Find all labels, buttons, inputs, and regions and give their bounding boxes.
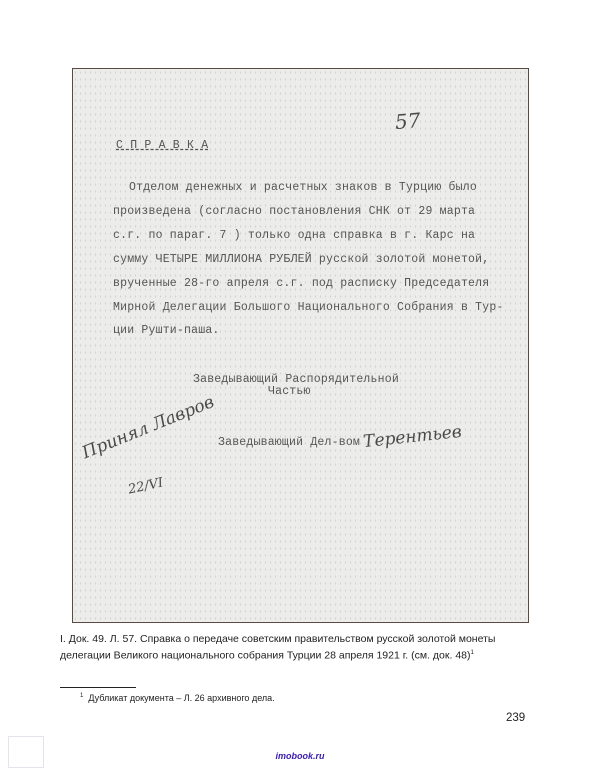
body-line: врученные 28-го апреля с.г. под расписку Председателя xyxy=(113,277,490,290)
caption-footnote-mark: 1 xyxy=(470,650,474,656)
body-line: сумму ЧЕТЫРЕ МИЛЛИОНА РУБЛЕЙ русской золотой монетой, xyxy=(113,253,490,266)
body-line: с.г. по параг. 7 ) только одна справка в г. Карс на xyxy=(113,229,476,242)
signature-title: Заведывающий Распорядительной xyxy=(193,373,399,386)
body-line: произведена (согласно постановления СНК от 29 марта xyxy=(113,205,476,218)
footnote-mark: 1 xyxy=(80,693,84,699)
body-line: Мирной Делегации Большого Национального Собрания в Тур- xyxy=(113,301,504,314)
signature-title: Заведывающий Дел-вом xyxy=(218,436,361,449)
site-link[interactable]: imobook.ru xyxy=(275,751,325,761)
footnote xyxy=(80,693,275,703)
body-line: ции Рушти-паша. xyxy=(113,324,220,337)
handwritten-note: Принял Лавров xyxy=(79,392,218,464)
caption-text: I. Док. 49. Л. 57. Справка о передаче советским правительством русской золотой монеты делегации Великого национального собрания Турции 28 апреля 1921 г. (см. док. 48) xyxy=(60,633,496,662)
signature-title: Частью xyxy=(268,385,311,398)
figure-caption xyxy=(60,632,540,663)
handwritten-signature: Терентьев xyxy=(362,421,463,453)
sheet-number: 57 xyxy=(394,107,422,135)
page-number: 239 xyxy=(506,712,526,724)
archival-document-scan xyxy=(72,68,529,623)
document-heading: С П Р А В К А xyxy=(116,139,209,152)
body-line: Отделом денежных и расчетных знаков в Турцию было xyxy=(129,181,477,194)
handwritten-date: 22/VI xyxy=(126,475,165,498)
footnote-text: Дубликат документа – Л. 26 архивного дела. xyxy=(88,693,275,703)
footnote-divider xyxy=(60,687,136,688)
